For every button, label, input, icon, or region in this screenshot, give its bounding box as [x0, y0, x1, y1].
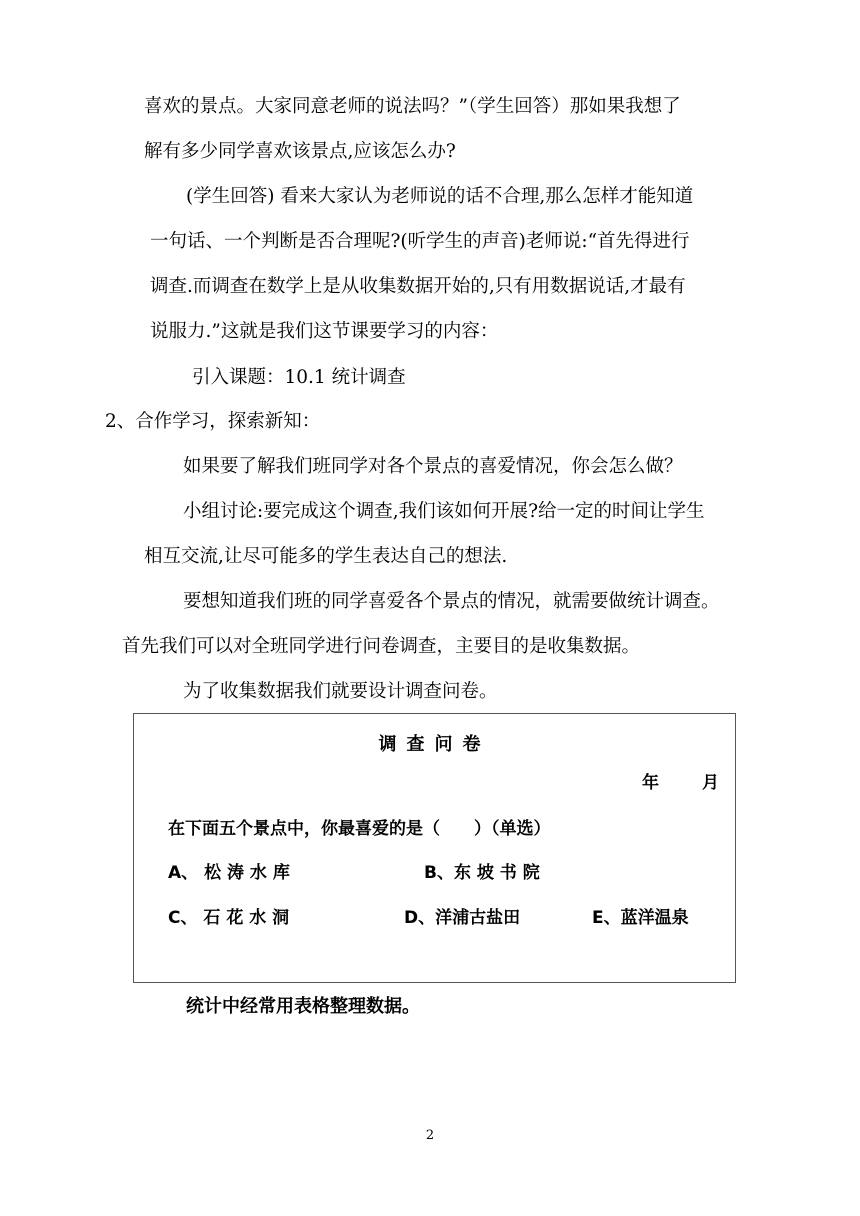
survey-question: 在下面五个景点中，你最喜爱的是（ ）（单选） — [168, 819, 551, 839]
paragraph-line: (学生回答) 看来大家认为老师说的话不合理,那么怎样才能知道 — [186, 186, 694, 207]
paragraph-line: 喜欢的景点。大家同意老师的说法吗？”（学生回答）那如果我想了 — [144, 96, 681, 117]
paragraph-line: 小组讨论:要完成这个调查,我们该如何开展?给一定的时间让学生 — [183, 501, 705, 522]
section-heading: 2、合作学习，探索新知： — [105, 411, 321, 432]
paragraph-line-bold: 统计中经常用表格整理数据。 — [186, 996, 420, 1017]
survey-questionnaire-box — [133, 713, 736, 983]
paragraph-line: 相互交流,让尽可能多的学生表达自己的想法. — [144, 546, 508, 567]
intro-topic: 引入课题：10.1 统计调查 — [192, 367, 406, 388]
paragraph-line: 如果要了解我们班同学对各个景点的喜爱情况，你会怎么做？ — [183, 456, 683, 477]
paragraph-line: 为了收集数据我们就要设计调查问卷。 — [183, 681, 498, 702]
page-number: 2 — [425, 1128, 435, 1143]
survey-month-label: 月 — [702, 773, 719, 793]
survey-option-b: B、东 坡 书 院 — [424, 863, 540, 883]
paragraph-line: 首先我们可以对全班同学进行问卷调查，主要目的是收集数据。 — [122, 636, 641, 657]
paragraph-line: 调查.而调查在数学上是从收集数据开始的,只有用数据说话,才最有 — [150, 276, 686, 297]
survey-year-label: 年 — [642, 773, 659, 793]
survey-title: 调查问卷 — [378, 734, 491, 755]
paragraph-line: 要想知道我们班的同学喜爱各个景点的情况，就需要做统计调查。 — [183, 591, 720, 612]
survey-option-d: D、洋浦古盐田 — [404, 908, 521, 928]
survey-option-a: A、 松 涛 水 库 — [168, 863, 290, 883]
survey-option-c: C、 石 花 水 洞 — [168, 908, 290, 928]
paragraph-line: 一句话、一个判断是否合理呢?(听学生的声音)老师说:“首先得进行 — [150, 231, 690, 252]
paragraph-line: 解有多少同学喜欢该景点,应该怎么办? — [144, 141, 456, 162]
paragraph-line: 说服力.”这就是我们这节课要学习的内容： — [150, 321, 499, 342]
survey-option-e: E、蓝洋温泉 — [592, 908, 689, 928]
